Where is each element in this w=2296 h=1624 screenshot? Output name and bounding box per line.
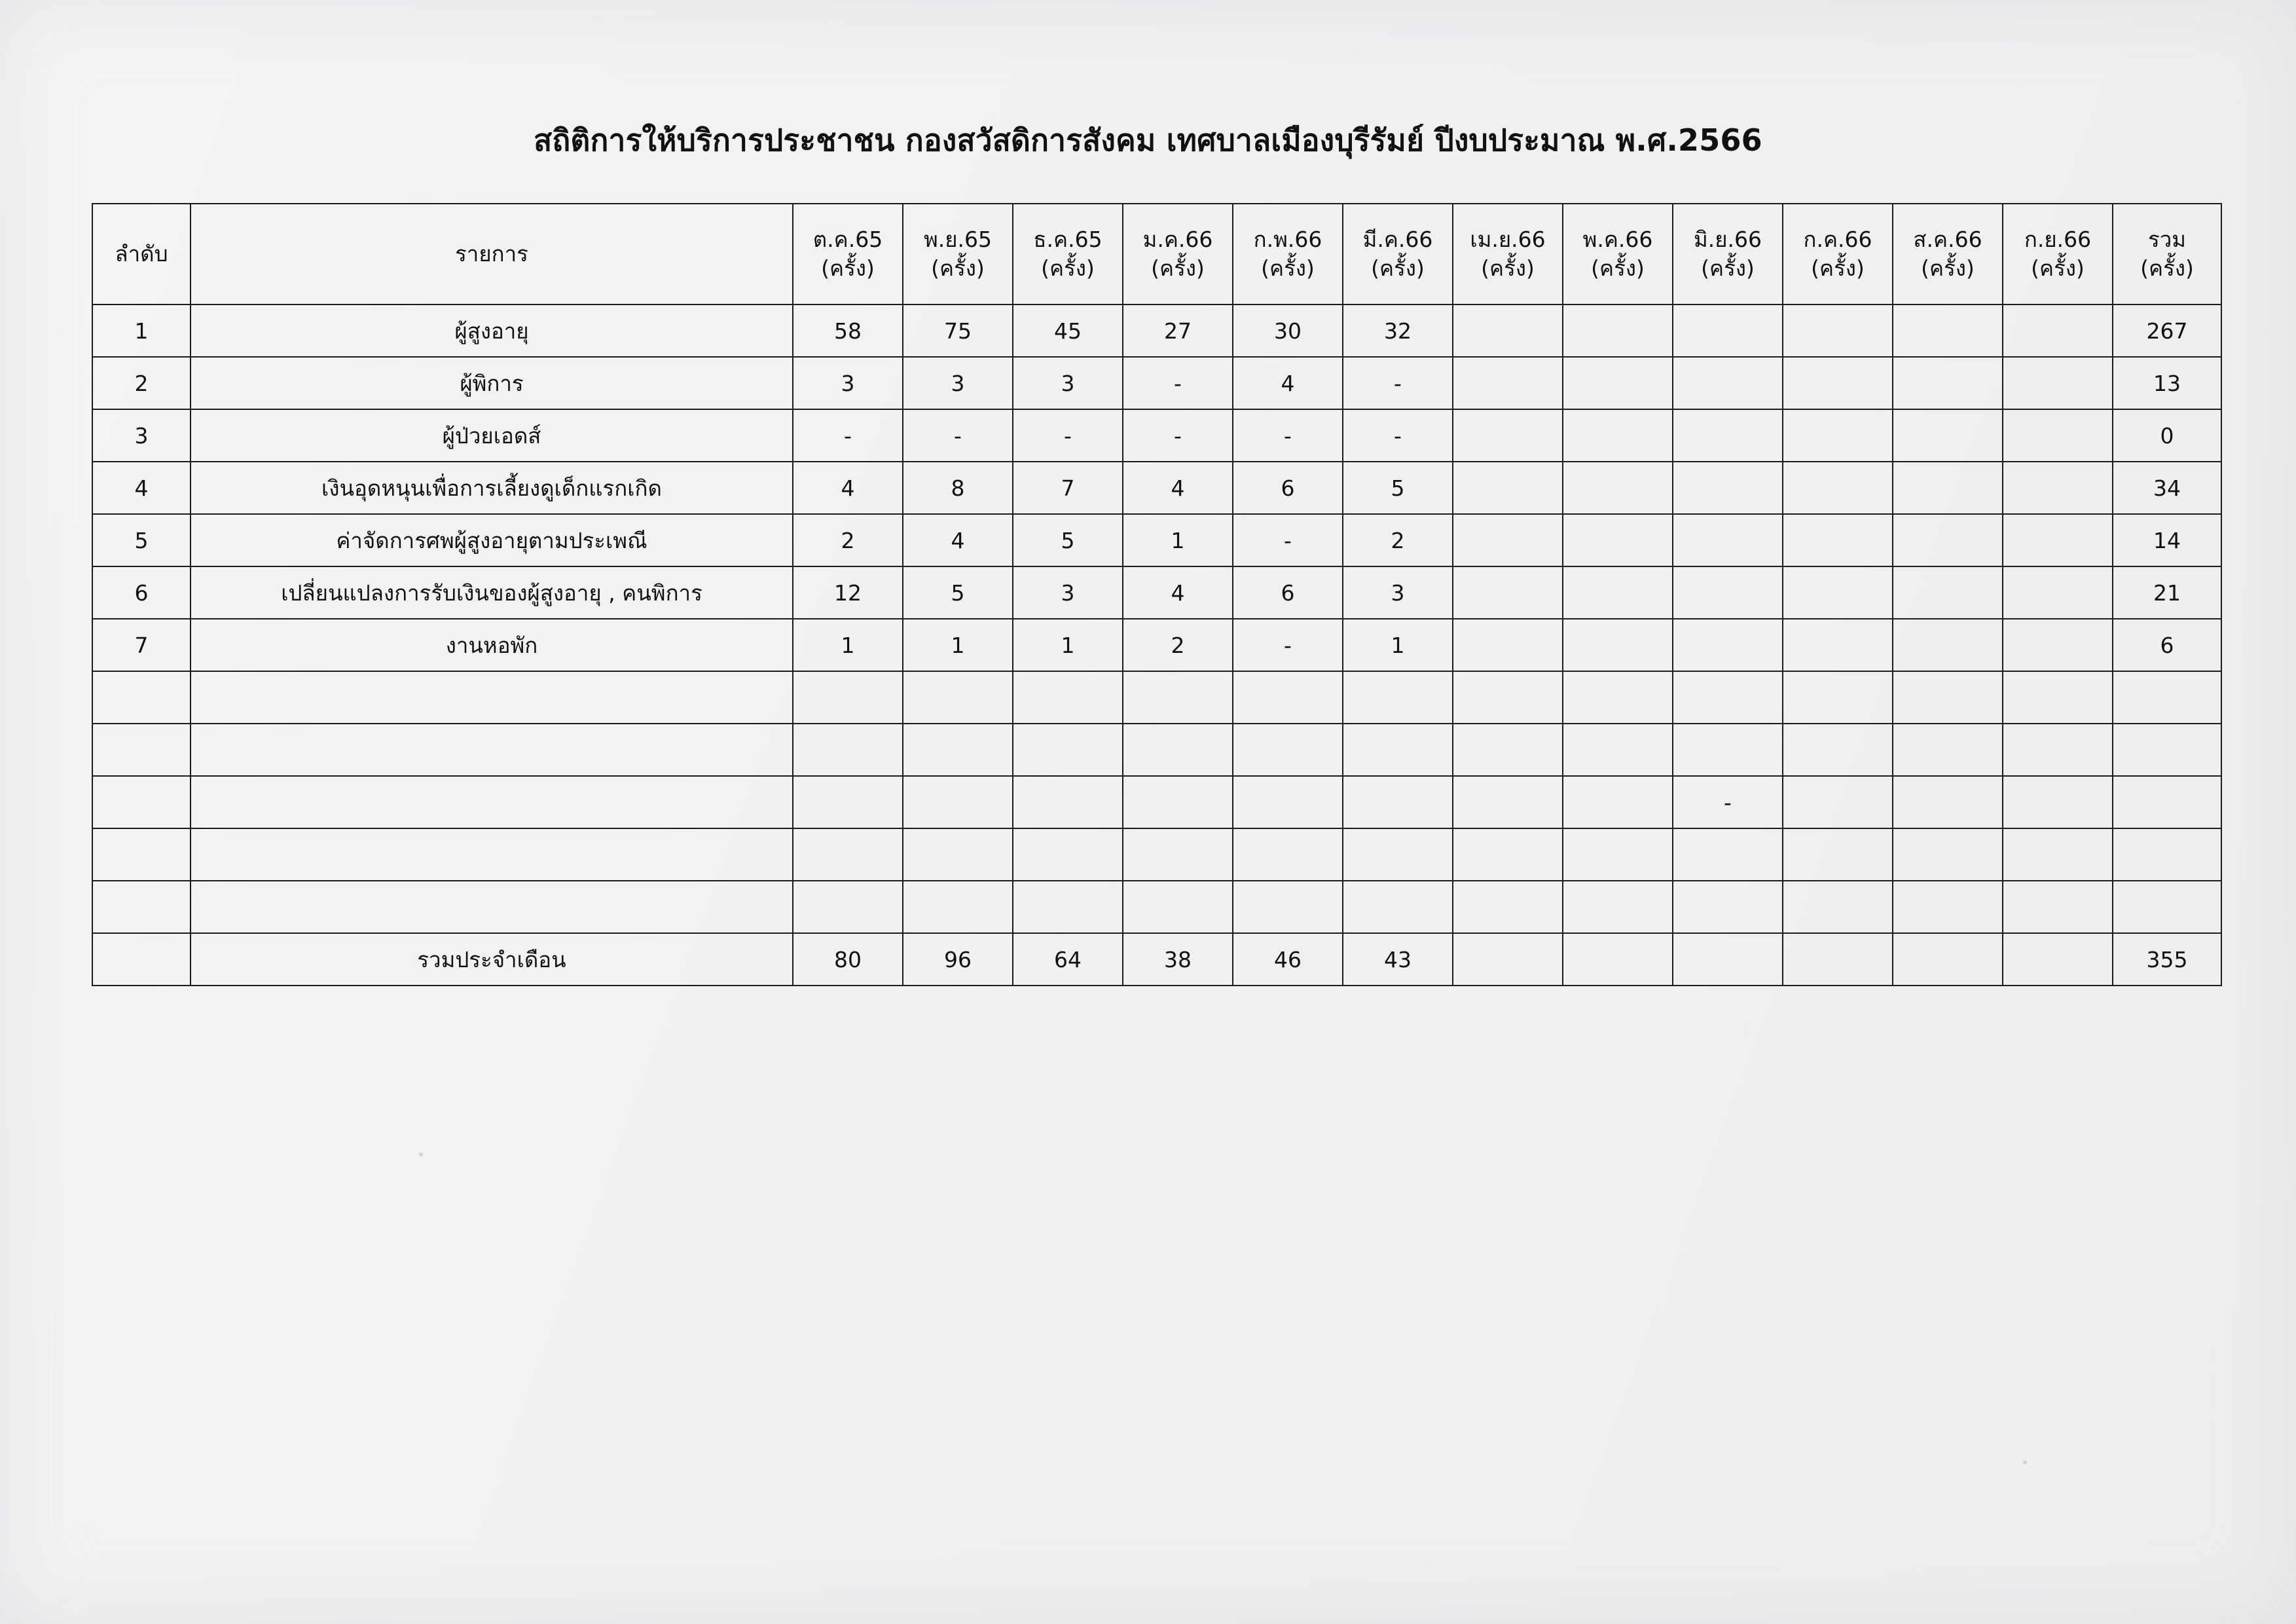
row-value-11 — [1893, 357, 2003, 409]
row-value-1 — [793, 776, 903, 828]
table-header — [92, 204, 2221, 304]
row-value-12 — [2003, 514, 2113, 566]
row-value-4: 27 — [1123, 304, 1233, 357]
row-value-6: 3 — [1343, 566, 1453, 619]
row-value-12 — [2003, 566, 2113, 619]
header-month-4 — [1123, 204, 1233, 304]
row-value-1: 4 — [793, 462, 903, 514]
row-value-4: 1 — [1123, 514, 1233, 566]
header-month-9 — [1673, 204, 1783, 304]
row-value-11 — [1893, 304, 2003, 357]
row-item: เปลี่ยนแปลงการรับเงินของผู้สูงอายุ , คนพิการ — [191, 566, 793, 619]
row-value-5 — [1233, 828, 1343, 881]
row-value-8 — [1563, 828, 1673, 881]
row-value-9 — [1673, 462, 1783, 514]
row-item: ผู้พิการ — [191, 357, 793, 409]
table-row — [92, 462, 2221, 514]
row-value-3 — [1013, 724, 1123, 776]
summary-value-10 — [1783, 933, 1893, 986]
header-month-6-unit: (ครั้ง) — [1371, 255, 1425, 281]
table-row — [92, 724, 2221, 776]
row-value-7 — [1453, 357, 1563, 409]
row-value-1: 3 — [793, 357, 903, 409]
row-value-8 — [1563, 304, 1673, 357]
row-value-3: 7 — [1013, 462, 1123, 514]
row-value-12 — [2003, 357, 2113, 409]
header-month-8-label: พ.ค.66 — [1582, 227, 1653, 253]
row-total: 14 — [2113, 514, 2221, 566]
row-value-11 — [1893, 724, 2003, 776]
row-item — [191, 881, 793, 933]
row-value-5: 6 — [1233, 566, 1343, 619]
row-value-12 — [2003, 462, 2113, 514]
header-month-8 — [1563, 204, 1673, 304]
row-value-12 — [2003, 619, 2113, 671]
row-seq: 1 — [92, 304, 191, 357]
header-month-12 — [2003, 204, 2113, 304]
row-value-2: 5 — [903, 566, 1013, 619]
row-total: 0 — [2113, 409, 2221, 462]
row-seq — [92, 828, 191, 881]
header-month-3 — [1013, 204, 1123, 304]
row-total — [2113, 828, 2221, 881]
summary-row — [92, 933, 2221, 986]
row-value-4 — [1123, 671, 1233, 724]
header-month-6 — [1343, 204, 1453, 304]
row-value-1: - — [793, 409, 903, 462]
row-value-11 — [1893, 514, 2003, 566]
row-value-11 — [1893, 619, 2003, 671]
row-value-3: 3 — [1013, 357, 1123, 409]
header-total — [2113, 204, 2221, 304]
header-month-7-label: เม.ย.66 — [1470, 227, 1546, 253]
row-value-5 — [1233, 776, 1343, 828]
summary-label: รวมประจำเดือน — [191, 933, 793, 986]
row-value-5 — [1233, 671, 1343, 724]
header-month-5-label: ก.พ.66 — [1253, 227, 1322, 253]
header-month-12-unit: (ครั้ง) — [2031, 255, 2085, 281]
row-value-10 — [1783, 566, 1893, 619]
page-title: สถิติการให้บริการประชาชน กองสวัสดิการสังคม เทศบาลเมืองบุรีรัมย์ ปีงบประมาณ พ.ศ.2566 — [534, 122, 1762, 158]
row-total: 13 — [2113, 357, 2221, 409]
table-row — [92, 828, 2221, 881]
row-total — [2113, 671, 2221, 724]
row-value-3: - — [1013, 409, 1123, 462]
header-month-10-unit: (ครั้ง) — [1811, 255, 1865, 281]
row-total: 6 — [2113, 619, 2221, 671]
row-value-6: 32 — [1343, 304, 1453, 357]
row-value-2 — [903, 671, 1013, 724]
header-month-7-unit: (ครั้ง) — [1481, 255, 1535, 281]
row-value-9 — [1673, 409, 1783, 462]
row-total — [2113, 776, 2221, 828]
header-month-5 — [1233, 204, 1343, 304]
row-value-6: 1 — [1343, 619, 1453, 671]
row-item — [191, 671, 793, 724]
table-row — [92, 881, 2221, 933]
header-month-1 — [793, 204, 903, 304]
row-value-3 — [1013, 881, 1123, 933]
row-value-5 — [1233, 881, 1343, 933]
table-header-row — [92, 204, 2221, 304]
row-value-3 — [1013, 828, 1123, 881]
row-value-9 — [1673, 881, 1783, 933]
row-value-1 — [793, 828, 903, 881]
row-seq: 4 — [92, 462, 191, 514]
row-value-12 — [2003, 828, 2113, 881]
table-row — [92, 357, 2221, 409]
row-seq: 6 — [92, 566, 191, 619]
row-value-4 — [1123, 724, 1233, 776]
row-value-10 — [1783, 881, 1893, 933]
row-value-12 — [2003, 776, 2113, 828]
row-value-10 — [1783, 462, 1893, 514]
row-seq: 5 — [92, 514, 191, 566]
row-value-2 — [903, 881, 1013, 933]
summary-value-6: 43 — [1343, 933, 1453, 986]
row-value-1: 58 — [793, 304, 903, 357]
row-value-11 — [1893, 881, 2003, 933]
row-total — [2113, 724, 2221, 776]
row-value-12 — [2003, 304, 2113, 357]
row-value-10 — [1783, 514, 1893, 566]
row-value-10 — [1783, 671, 1893, 724]
header-month-3-label: ธ.ค.65 — [1033, 227, 1102, 253]
row-value-3 — [1013, 671, 1123, 724]
summary-value-2: 96 — [903, 933, 1013, 986]
header-month-9-label: มิ.ย.66 — [1693, 227, 1762, 253]
row-value-2 — [903, 724, 1013, 776]
row-value-7 — [1453, 462, 1563, 514]
row-value-6 — [1343, 776, 1453, 828]
row-value-11 — [1893, 566, 2003, 619]
row-value-7 — [1453, 671, 1563, 724]
summary-value-11 — [1893, 933, 2003, 986]
row-value-5: - — [1233, 619, 1343, 671]
row-value-7 — [1453, 881, 1563, 933]
row-value-11 — [1893, 776, 2003, 828]
row-value-11 — [1893, 671, 2003, 724]
summary-value-7 — [1453, 933, 1563, 986]
row-value-9 — [1673, 619, 1783, 671]
row-value-6 — [1343, 671, 1453, 724]
row-value-4: 4 — [1123, 566, 1233, 619]
row-seq — [92, 671, 191, 724]
row-value-9 — [1673, 566, 1783, 619]
row-item: งานหอพัก — [191, 619, 793, 671]
row-value-4 — [1123, 828, 1233, 881]
row-value-4 — [1123, 881, 1233, 933]
row-value-1: 12 — [793, 566, 903, 619]
row-item — [191, 776, 793, 828]
row-value-4: 4 — [1123, 462, 1233, 514]
header-month-2 — [903, 204, 1013, 304]
header-month-9-unit: (ครั้ง) — [1701, 255, 1755, 281]
row-value-8 — [1563, 566, 1673, 619]
header-total-label: รวม — [2147, 227, 2186, 253]
table-row — [92, 671, 2221, 724]
row-value-8 — [1563, 881, 1673, 933]
header-month-6-label: มี.ค.66 — [1362, 227, 1433, 253]
row-value-9 — [1673, 514, 1783, 566]
row-item: ผู้ป่วยเอดส์ — [191, 409, 793, 462]
row-seq: 3 — [92, 409, 191, 462]
row-value-10 — [1783, 409, 1893, 462]
summary-value-3: 64 — [1013, 933, 1123, 986]
summary-value-9 — [1673, 933, 1783, 986]
row-value-7 — [1453, 304, 1563, 357]
summary-value-5: 46 — [1233, 933, 1343, 986]
row-value-4 — [1123, 776, 1233, 828]
header-month-11 — [1893, 204, 2003, 304]
row-value-8 — [1563, 357, 1673, 409]
header-month-11-unit: (ครั้ง) — [1921, 255, 1975, 281]
header-item: รายการ — [191, 204, 793, 304]
row-value-2: 4 — [903, 514, 1013, 566]
row-value-9 — [1673, 671, 1783, 724]
row-value-2: 8 — [903, 462, 1013, 514]
row-value-5: 30 — [1233, 304, 1343, 357]
table-row — [92, 619, 2221, 671]
row-item: เงินอุดหนุนเพื่อการเลี้ยงดูเด็กแรกเกิด — [191, 462, 793, 514]
row-value-3: 45 — [1013, 304, 1123, 357]
row-value-1 — [793, 724, 903, 776]
row-value-8 — [1563, 462, 1673, 514]
row-value-8 — [1563, 724, 1673, 776]
header-month-10-label: ก.ค.66 — [1803, 227, 1872, 253]
table-row — [92, 776, 2221, 828]
row-value-5: 6 — [1233, 462, 1343, 514]
row-seq — [92, 724, 191, 776]
row-value-2: 1 — [903, 619, 1013, 671]
row-value-6 — [1343, 724, 1453, 776]
row-value-4: 2 — [1123, 619, 1233, 671]
header-month-2-label: พ.ย.65 — [923, 227, 993, 253]
row-value-4: - — [1123, 357, 1233, 409]
row-value-8 — [1563, 409, 1673, 462]
statistics-table-container — [92, 203, 2213, 986]
row-value-10 — [1783, 304, 1893, 357]
header-month-7 — [1453, 204, 1563, 304]
row-value-11 — [1893, 828, 2003, 881]
row-value-3 — [1013, 776, 1123, 828]
row-value-1: 1 — [793, 619, 903, 671]
summary-value-8 — [1563, 933, 1673, 986]
row-value-10 — [1783, 357, 1893, 409]
row-total — [2113, 881, 2221, 933]
row-value-10 — [1783, 724, 1893, 776]
summary-value-4: 38 — [1123, 933, 1233, 986]
row-value-6: - — [1343, 357, 1453, 409]
row-value-6 — [1343, 828, 1453, 881]
row-item: ผู้สูงอายุ — [191, 304, 793, 357]
table-row — [92, 514, 2221, 566]
summary-total: 355 — [2113, 933, 2221, 986]
row-value-5: - — [1233, 514, 1343, 566]
row-seq: 2 — [92, 357, 191, 409]
row-value-10 — [1783, 828, 1893, 881]
row-value-8 — [1563, 619, 1673, 671]
row-value-10 — [1783, 776, 1893, 828]
row-value-12 — [2003, 724, 2113, 776]
row-value-6 — [1343, 881, 1453, 933]
row-value-1 — [793, 671, 903, 724]
row-value-9 — [1673, 304, 1783, 357]
header-month-4-label: ม.ค.66 — [1142, 227, 1213, 253]
row-value-7 — [1453, 776, 1563, 828]
row-value-7 — [1453, 828, 1563, 881]
table-row — [92, 566, 2221, 619]
header-month-1-label: ต.ค.65 — [812, 227, 883, 253]
row-value-6: 5 — [1343, 462, 1453, 514]
row-value-1: 2 — [793, 514, 903, 566]
row-value-11 — [1893, 409, 2003, 462]
row-item — [191, 828, 793, 881]
row-total: 34 — [2113, 462, 2221, 514]
header-month-12-label: ก.ย.66 — [2024, 227, 2092, 253]
summary-value-1: 80 — [793, 933, 903, 986]
header-month-3-unit: (ครั้ง) — [1041, 255, 1095, 281]
row-value-3: 3 — [1013, 566, 1123, 619]
row-value-7 — [1453, 409, 1563, 462]
row-value-12 — [2003, 671, 2113, 724]
paper-speck — [2023, 1460, 2027, 1464]
row-total: 21 — [2113, 566, 2221, 619]
row-item: ค่าจัดการศพผู้สูงอายุตามประเพณี — [191, 514, 793, 566]
row-value-9: - — [1673, 776, 1783, 828]
row-value-12 — [2003, 881, 2113, 933]
row-value-5: 4 — [1233, 357, 1343, 409]
row-value-2 — [903, 776, 1013, 828]
summary-value-12 — [2003, 933, 2113, 986]
row-value-5: - — [1233, 409, 1343, 462]
row-value-7 — [1453, 619, 1563, 671]
table-row — [92, 409, 2221, 462]
row-total: 267 — [2113, 304, 2221, 357]
row-value-2 — [903, 828, 1013, 881]
row-value-2: - — [903, 409, 1013, 462]
row-value-4: - — [1123, 409, 1233, 462]
row-value-10 — [1783, 619, 1893, 671]
header-month-11-label: ส.ค.66 — [1913, 227, 1982, 253]
summary-seq — [92, 933, 191, 986]
row-value-8 — [1563, 671, 1673, 724]
row-value-9 — [1673, 828, 1783, 881]
row-value-2: 3 — [903, 357, 1013, 409]
statistics-table — [92, 203, 2222, 986]
row-seq — [92, 776, 191, 828]
row-value-7 — [1453, 566, 1563, 619]
row-value-9 — [1673, 357, 1783, 409]
row-seq — [92, 881, 191, 933]
row-value-3: 1 — [1013, 619, 1123, 671]
row-value-8 — [1563, 776, 1673, 828]
header-seq: ลำดับ — [92, 204, 191, 304]
row-value-1 — [793, 881, 903, 933]
header-total-unit: (ครั้ง) — [2140, 255, 2194, 281]
row-seq: 7 — [92, 619, 191, 671]
paper-speck — [419, 1153, 423, 1156]
table-body — [92, 304, 2221, 986]
row-value-3: 5 — [1013, 514, 1123, 566]
header-month-8-unit: (ครั้ง) — [1591, 255, 1645, 281]
row-value-7 — [1453, 724, 1563, 776]
row-value-11 — [1893, 462, 2003, 514]
row-value-2: 75 — [903, 304, 1013, 357]
header-month-2-unit: (ครั้ง) — [931, 255, 985, 281]
header-month-5-unit: (ครั้ง) — [1261, 255, 1315, 281]
row-value-12 — [2003, 409, 2113, 462]
header-month-4-unit: (ครั้ง) — [1151, 255, 1205, 281]
row-value-6: - — [1343, 409, 1453, 462]
header-month-10 — [1783, 204, 1893, 304]
row-value-6: 2 — [1343, 514, 1453, 566]
header-month-1-unit: (ครั้ง) — [821, 255, 875, 281]
row-value-5 — [1233, 724, 1343, 776]
row-value-8 — [1563, 514, 1673, 566]
row-value-7 — [1453, 514, 1563, 566]
row-item — [191, 724, 793, 776]
table-row — [92, 304, 2221, 357]
row-value-9 — [1673, 724, 1783, 776]
